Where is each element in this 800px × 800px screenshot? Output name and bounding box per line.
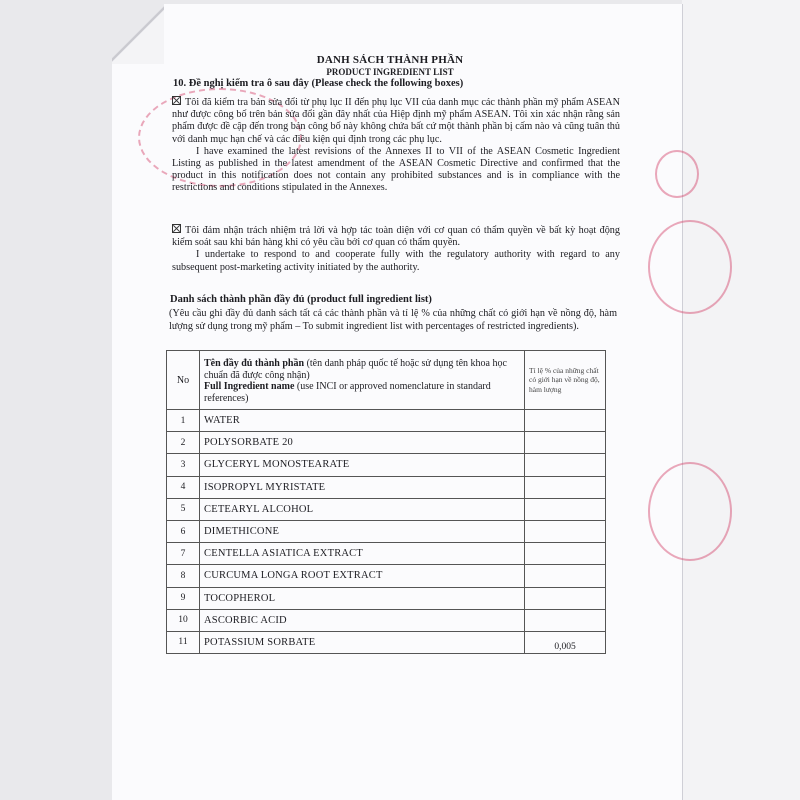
declaration-1-vi: Tôi đã kiểm tra bản sửa đổi từ phụ lục II đến phụ lục VII của danh mục các thành phần mỹ phẩm ASEAN như được công bố trên bản sửa đổi gần đây nhất của Hiệp định mỹ phẩm ASEAN. Tôi xin xác nhận rằng sản phẩm được đề cập đến trong bản công bố này không chứa bất cứ một thành phần bị cấm nào và cũng tuân thủ với danh mục hạn chế và các điều kiện qui định trong các phụ lục. xyxy=(172,97,620,145)
header-name-vi-rest: (tên danh pháp quốc tế hoặc sử dụng tên khoa học chuẩn đã được công nhận) xyxy=(204,358,507,381)
ingredient-name: TOCOPHEROL xyxy=(200,587,525,609)
ingredient-name: ISOPROPYL MYRISTATE xyxy=(200,476,525,498)
table-row xyxy=(167,476,606,498)
ingredient-percentage xyxy=(525,476,606,498)
ingredient-percentage xyxy=(525,432,606,454)
table-row xyxy=(167,432,606,454)
ingredient-name: POLYSORBATE 20 xyxy=(200,432,525,454)
ingredient-percentage xyxy=(525,520,606,542)
table-row xyxy=(167,520,606,542)
ingredient-percentage xyxy=(525,543,606,565)
checked-box-icon[interactable] xyxy=(172,224,181,233)
ingredient-percentage xyxy=(525,587,606,609)
ingredient-name: GLYCERYL MONOSTEARATE xyxy=(200,454,525,476)
header-name-vi-bold: Tên đầy đủ thành phần xyxy=(204,358,305,369)
table-row xyxy=(167,631,606,653)
row-number: 3 xyxy=(167,454,200,476)
ingredient-name: CETEARYL ALCOHOL xyxy=(200,498,525,520)
row-number: 4 xyxy=(167,476,200,498)
ingredient-name: POTASSIUM SORBATE xyxy=(200,631,525,653)
declaration-1-en: I have examined the latest revisions of the Annexes II to VII of the ASEAN Cosmetic Ingredient Listing as published in the latest amendment of the ASEAN Cosmetic Directive and confirmed that the product in this notification does not contain any prohibited substances and is in compliance with the restrictions and conditions stipulated in the Annexes. xyxy=(172,145,620,194)
row-number: 10 xyxy=(167,609,200,631)
declaration-1 xyxy=(172,96,620,195)
row-number: 6 xyxy=(167,520,200,542)
ingredient-list-note: (Yêu cầu ghi đầy đủ danh sách tất cả các thành phần và tỉ lệ % của những chất có giới hạn về nồng độ, hàm lượng sử dụng trong mỹ phẩm – To submit ingredient list with percentages of restricted ingredients). xyxy=(169,308,617,332)
row-number: 8 xyxy=(167,565,200,587)
row-number: 9 xyxy=(167,587,200,609)
header-name-en-bold: Full Ingredient name xyxy=(204,381,295,392)
ingredient-list-heading: Danh sách thành phần đầy đủ (product full ingredient list) xyxy=(170,294,432,305)
declaration-2-en: I undertake to respond to and cooperate fully with the regulatory authority with regard to any subsequent post-marketing activity initiated by the authority. xyxy=(172,249,620,273)
row-number: 1 xyxy=(167,410,200,432)
ingredient-name: CURCUMA LONGA ROOT EXTRACT xyxy=(200,565,525,587)
table-row xyxy=(167,454,606,476)
ingredient-name: WATER xyxy=(200,410,525,432)
header-ingredient-name xyxy=(200,351,525,410)
table-header-row xyxy=(167,351,606,410)
ingredient-table xyxy=(166,350,606,654)
header-no: No xyxy=(167,351,200,410)
declaration-2 xyxy=(172,224,620,274)
ingredient-name: DIMETHICONE xyxy=(200,520,525,542)
ingredient-percentage: 0,005 xyxy=(525,631,606,653)
ingredient-percentage xyxy=(525,454,606,476)
table-row xyxy=(167,609,606,631)
document-subtitle: PRODUCT INGREDIENT LIST xyxy=(326,67,454,77)
document-title: DANH SÁCH THÀNH PHẦN xyxy=(316,54,464,66)
ingredient-name: ASCORBIC ACID xyxy=(200,609,525,631)
header-name-en-rest: (use INCI or approved nomenclature in standard references) xyxy=(204,381,491,404)
table-row xyxy=(167,410,606,432)
row-number: 5 xyxy=(167,498,200,520)
table-row xyxy=(167,543,606,565)
ingredient-percentage xyxy=(525,410,606,432)
row-number: 2 xyxy=(167,432,200,454)
table-row xyxy=(167,587,606,609)
section-heading: 10. Đề nghị kiểm tra ô sau đây (Please check the following boxes) xyxy=(173,78,464,89)
row-number: 11 xyxy=(167,631,200,653)
declaration-2-vi: Tôi đảm nhận trách nhiệm trả lời và hợp tác toàn diện với cơ quan có thẩm quyền về bất kỳ hoạt động kiểm soát sau khi bán hàng khi có yêu cầu bởi cơ quan có thẩm quyền. xyxy=(172,225,620,249)
row-number: 7 xyxy=(167,543,200,565)
ingredient-name: CENTELLA ASIATICA EXTRACT xyxy=(200,543,525,565)
header-percentage: Tỉ lệ % của những chất có giới hạn về nồng độ, hàm lượng xyxy=(525,351,606,410)
checked-box-icon[interactable] xyxy=(172,96,181,105)
ingredient-percentage xyxy=(525,609,606,631)
table-row xyxy=(167,565,606,587)
ingredient-percentage xyxy=(525,565,606,587)
table-row xyxy=(167,498,606,520)
ingredient-percentage xyxy=(525,498,606,520)
